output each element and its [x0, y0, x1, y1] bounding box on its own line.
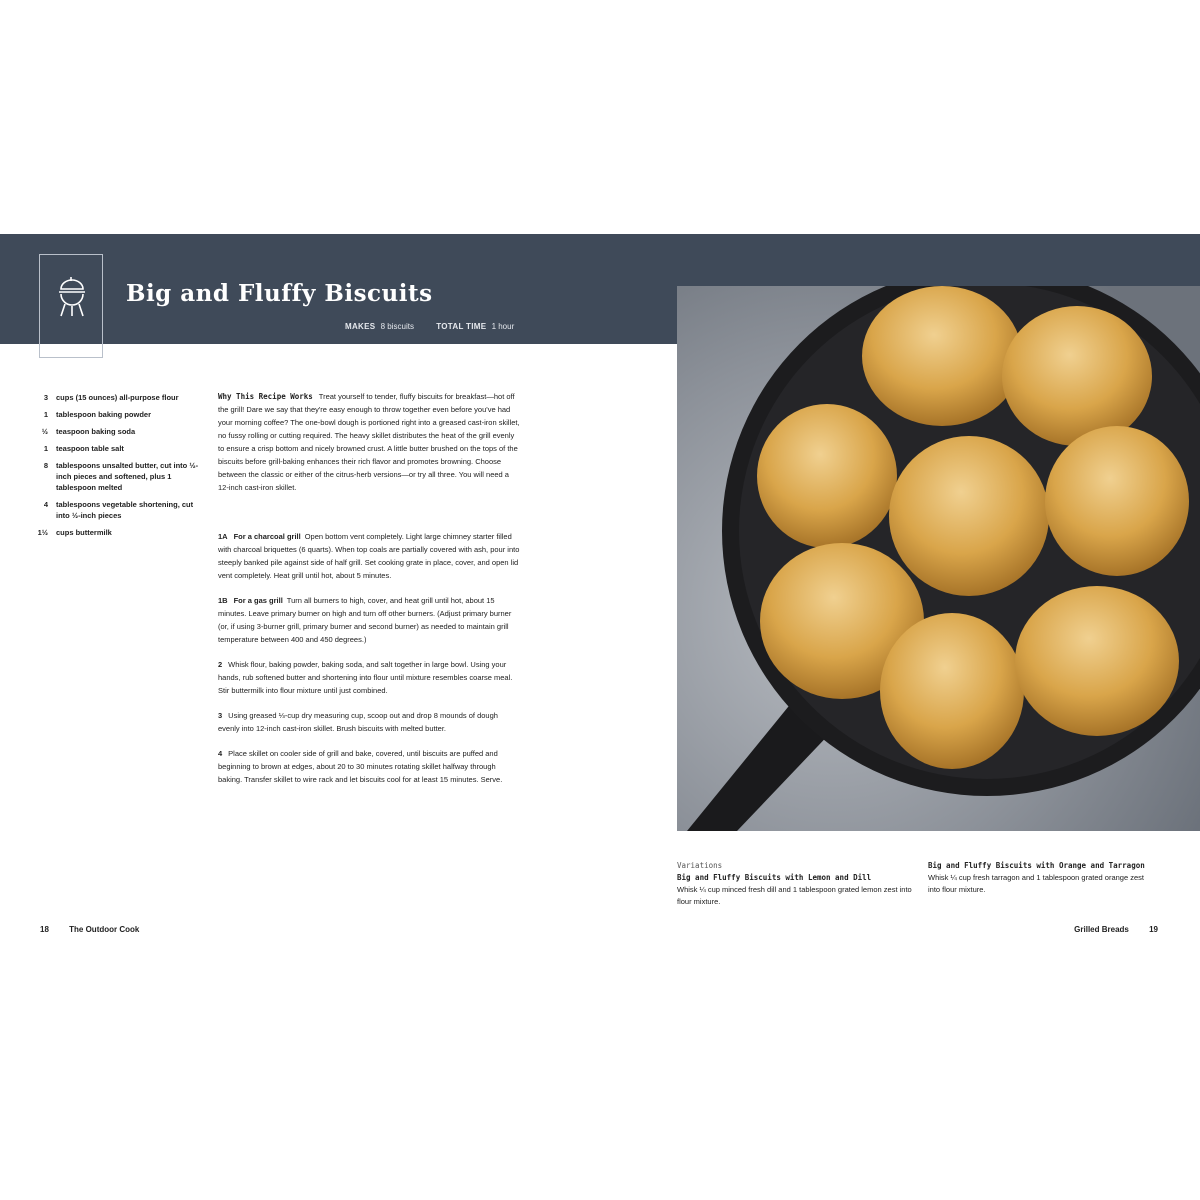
variations-heading: Variations [677, 861, 723, 870]
step-text: Using greased ⅓-cup dry measuring cup, scoop out and drop 8 mounds of dough evenly into 12-inch cast-iron skillet. Brush biscuits with melted butter. [218, 711, 498, 733]
variation-text: Whisk ¼ cup minced fresh dill and 1 tablespoon grated lemon zest into flour mixture. [677, 885, 912, 906]
ingredient-qty: 3 [43, 393, 48, 402]
step-number: 2 [218, 660, 223, 669]
ingredient-item [30, 460, 205, 493]
variation-lemon-dill [677, 860, 917, 908]
ingredient-qty: ½ [41, 427, 48, 436]
left-folio [40, 925, 139, 934]
ingredient-qty: 1½ [37, 528, 48, 537]
biscuit [862, 286, 1022, 426]
variation-text: Whisk ¼ cup fresh tarragon and 1 tablespoon grated orange zest into flour mixture. [928, 873, 1144, 894]
kettle-grill-icon [54, 275, 90, 319]
chapter-title: Grilled Breads [1074, 925, 1129, 934]
ingredient-text: cups (15 ounces) all-purpose flour [56, 393, 179, 402]
ingredient-item [30, 527, 205, 538]
step-heading: For a charcoal grill [233, 532, 301, 541]
right-folio [1074, 925, 1158, 934]
step-text: Place skillet on cooler side of grill and bake, covered, until biscuits are puffed and beginning to brown at edges, about 20 to 30 minutes rotating skillet halfway through baking. Transfer skillet to wire rack and let biscuits cool for at least 15 minutes. Serve. [218, 749, 503, 784]
biscuit [1002, 306, 1152, 446]
total-time-value: 1 hour [491, 322, 515, 331]
method-step [218, 709, 520, 735]
biscuit [880, 613, 1024, 769]
variation-title: Big and Fluffy Biscuits with Lemon and Dill [677, 873, 872, 882]
book-title: The Outdoor Cook [69, 925, 140, 934]
step-number: 3 [218, 711, 223, 720]
ingredient-text: tablespoons vegetable shortening, cut into ½-inch pieces [56, 500, 194, 520]
ingredient-item [30, 409, 205, 420]
ingredient-qty: 4 [43, 500, 48, 509]
variation-title: Big and Fluffy Biscuits with Orange and Tarragon [928, 861, 1145, 870]
variation-orange-tarragon [928, 860, 1158, 896]
biscuit [1045, 426, 1189, 576]
ingredient-qty: 1 [43, 410, 48, 419]
biscuit-photo [677, 286, 1200, 831]
step-number: 1A [218, 532, 228, 541]
page-number: 19 [1149, 925, 1158, 934]
recipe-title: Big and Fluffy Biscuits [126, 280, 433, 307]
ingredient-qty: 1 [43, 444, 48, 453]
ingredient-item [30, 499, 205, 521]
page-number: 18 [40, 925, 49, 934]
method-step [218, 530, 520, 582]
method-step [218, 658, 520, 697]
ingredient-qty: 8 [43, 461, 48, 470]
makes-value: 8 biscuits [380, 322, 414, 331]
biscuit [757, 404, 897, 548]
biscuit [1015, 586, 1179, 736]
ingredient-list [30, 392, 205, 544]
ingredient-text: teaspoon baking soda [56, 427, 136, 436]
biscuit [889, 436, 1049, 596]
ingredient-text: teaspoon table salt [56, 444, 124, 453]
step-text: Turn all burners to high, cover, and heat grill until hot, about 15 minutes. Leave primary burner on high and turn off other burners. (Adjust primary burner (or, if using 3-burner grill, primary burner and second burner) as needed to maintain grill temperature between 400 and 450 degrees.) [218, 596, 512, 644]
step-number: 4 [218, 749, 223, 758]
intro-lead: Why This Recipe Works [218, 392, 313, 401]
book-spread [0, 234, 1200, 954]
makes-label: MAKES [345, 322, 376, 331]
step-number: 1B [218, 596, 228, 605]
grill-badge [39, 254, 103, 358]
method-steps [218, 530, 520, 798]
intro-body: Treat yourself to tender, fluffy biscuits for breakfast—hot off the grill! Dare we say that they're easy enough to throw together even before you've had your morning coffee? The one-bowl dough is portioned right into a greased cast-iron skillet, no fussy rolling or cutting required. The heavy skillet distributes the heat of the grill evenly to ensure a crisp bottom and nicely browned crust. A little butter brushed on the tops of the biscuits before grill-baking enhances their rich flavor and promotes browning. Choose between the classic or either of the citrus-herb versions—or try all three. You will need a 12-inch cast-iron skillet. [218, 392, 520, 492]
ingredient-item [30, 392, 205, 403]
ingredient-text: tablespoon baking powder [56, 410, 152, 419]
ingredient-item [30, 443, 205, 454]
ingredient-item [30, 426, 205, 437]
step-text: Whisk flour, baking powder, baking soda, and salt together in large bowl. Using your hands, rub softened butter and shortening into flour until mixture resembles coarse meal. Stir buttermilk into flour mixture until just combined. [218, 660, 513, 695]
step-text: Open bottom vent completely. Light large chimney starter filled with charcoal briquettes (6 quarts). When top coals are partially covered with ash, pour into steeply banked pile against side of half grill. Set cooking grate in place, cover, and open lid vent completely. Heat grill until hot, about 5 minutes. [218, 532, 520, 580]
ingredient-text: tablespoons unsalted butter, cut into ½-inch pieces and softened, plus 1 tablespoon melted [56, 461, 199, 492]
recipe-meta [345, 322, 534, 331]
method-step [218, 594, 520, 646]
total-time-label: TOTAL TIME [436, 322, 487, 331]
method-step [218, 747, 520, 786]
intro-paragraph [218, 390, 520, 494]
step-heading: For a gas grill [233, 596, 283, 605]
ingredient-text: cups buttermilk [56, 528, 112, 537]
